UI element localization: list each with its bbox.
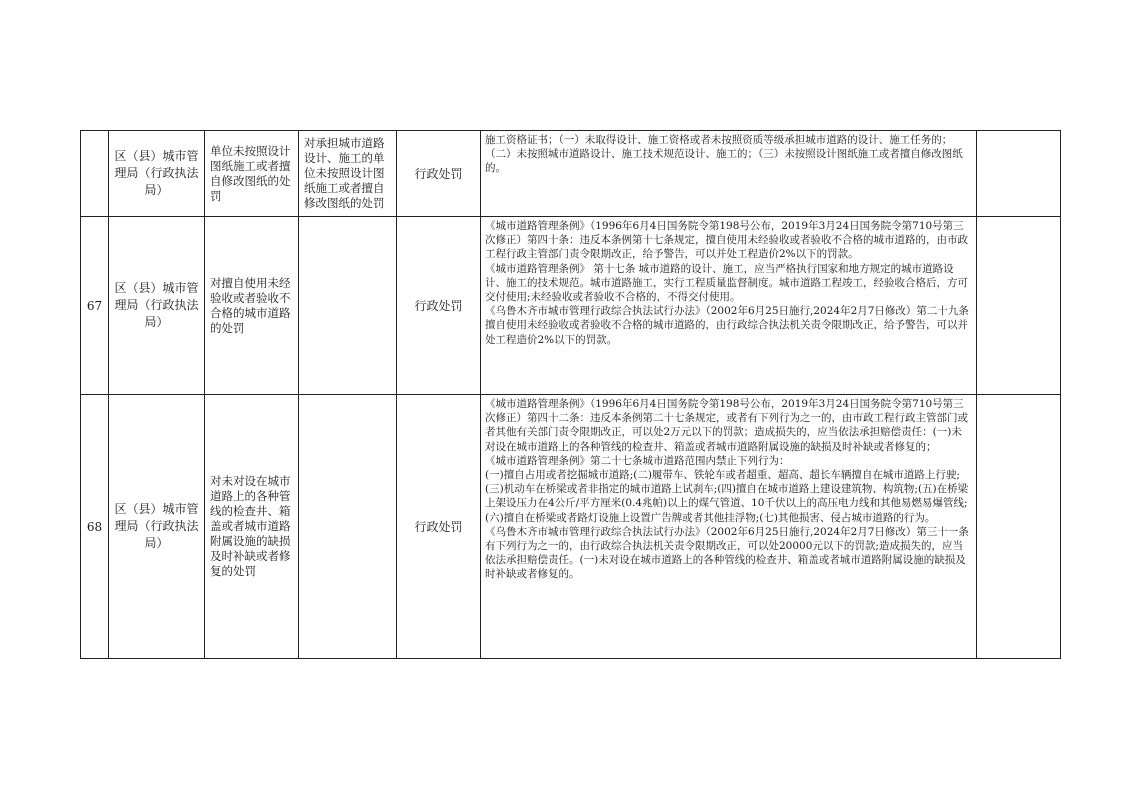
remarks-cell: [977, 131, 1061, 217]
item-name-cell: 对未对设在城市道路上的各种管线的检查井、箱盖或者城市道路附属设施的缺损及时补缺或者修复的处罚: [205, 395, 299, 659]
basis-paragraph: 《城市道路管理条例》（1996年6月4日国务院令第198号公布，2019年3月24日国务院令第710号第三次修正）第四十二条：违反本条例第二十七条规定，或者有下列行为之一的，由市政工程行政主管部门或者其他有关部门责令限期改正，可以处2万元以下的罚款；造成损失的，应当依法承担赔偿责任：(一)未对设在城市道路上的各种管线的检查井、箱盖或者城市道路附属设施的缺损及时补缺或者修复的；: [485, 398, 968, 453]
legal-basis-cell: [481, 131, 977, 217]
remarks-cell: [977, 217, 1061, 395]
basis-paragraph: 《城市道路管理条例》 第十七条 城市道路的设计、施工，应当严格执行国家和地方规定的城市道路设计、施工的技术规范。城市道路施工，实行工程质量监督制度。城市道路工程竣工，经验收合格后，方可交付使用;未经验收或者验收不合格的，不得交付使用。: [485, 262, 968, 304]
department-cell: 区（县）城市管理局（行政执法局）: [109, 395, 205, 659]
basis-paragraph: 《乌鲁木齐市城市管理行政综合执法试行办法》（2002年6月25日施行,2024年2月7日修改）第三十一条 有下列行为之一的，由行政综合执法机关责令限期改正，可以处20000元以下的罚款;造成损失的，应当依法承担赔偿责任。(一)未对设在城市道路上的各种管线的检查井、箱盖或者城市道路附属设施的缺损及时补缺或者修复的。: [485, 525, 980, 581]
power-type-cell: 行政处罚: [397, 131, 481, 217]
basis-paragraph: 《城市道路管理条例》第二十七条城市道路范围内禁止下列行为：: [485, 454, 790, 467]
department-cell: 区（县）城市管理局（行政执法局）: [109, 131, 205, 217]
item-number: 68: [81, 395, 109, 659]
item-name-cell: 对擅自使用未经验收或者验收不合格的城市道路的处罚: [205, 217, 299, 395]
table-row: [81, 131, 1061, 217]
item-number: [81, 131, 109, 217]
basis-paragraph: (一)擅自占用或者挖掘城市道路;(二)履带车、铁轮车或者超重、超高、超长车辆擅自在城市道路上行驶;(三)机动车在桥梁或者非指定的城市道路上试刹车;(四)擅自在城市道路上建设建筑物、构筑物;(五)在桥梁上架设压力在4公斤/平方厘米(0.4兆帕)以上的煤气管道、10千伏以上的高压电力线和其他易燃易爆管线;(六)擅自在桥梁或者路灯设施上设置广告牌或者其他挂浮物;(七)其他损害、侵占城市道路的行为。: [485, 469, 969, 524]
power-type-cell: 行政处罚: [397, 217, 481, 395]
item-number: 67: [81, 217, 109, 395]
table-row: [81, 217, 1061, 395]
department-cell: 区（县）城市管理局（行政执法局）: [109, 217, 205, 395]
legal-basis-cell: [481, 395, 980, 659]
basis-paragraph: 施工资格证书；（一）未取得设计、施工资格或者未按照资质等级承担城市道路的设计、施工任务的；（二）未按照城市道路设计、施工技术规范设计、施工的；（三）未按照设计图纸施工或者擅自修改图纸的。: [485, 134, 963, 175]
item-name-cell: 单位未按照设计图纸施工或者擅自修改图纸的处罚: [205, 131, 299, 217]
basis-paragraph: 《城市道路管理条例》（1996年6月4日国务院令第198号公布，2019年3月24日国务院令第710号第三次修正）第四十条：违反本条例第十七条规定，擅自使用未经验收或者验收不合格的城市道路的，由市政工程行政主管部门责令限期改正，给予警告，可以并处工程造价2%以下的罚款。: [485, 220, 968, 261]
sub-item-cell: 对承担城市道路设计、施工的单位未按照设计图纸施工或者擅自修改图纸的处罚: [299, 131, 397, 217]
power-type-cell: 行政处罚: [397, 395, 481, 659]
sub-item-cell: [299, 395, 397, 659]
sub-item-cell: [299, 217, 397, 395]
legal-basis-cell: [481, 217, 980, 395]
enforcement-items-table: [80, 130, 1061, 659]
table-row: [81, 395, 1061, 659]
basis-paragraph: 《乌鲁木齐市城市管理行政综合执法试行办法》（2002年6月25日施行,2024年2月7日修改）第二十九条 擅自使用未经验收或者验收不合格的城市道路的，由行政综合执法机关责令限期改正，给予警告，可以并处工程造价2%以下的罚款。: [485, 305, 980, 346]
remarks-cell: [977, 395, 1061, 659]
